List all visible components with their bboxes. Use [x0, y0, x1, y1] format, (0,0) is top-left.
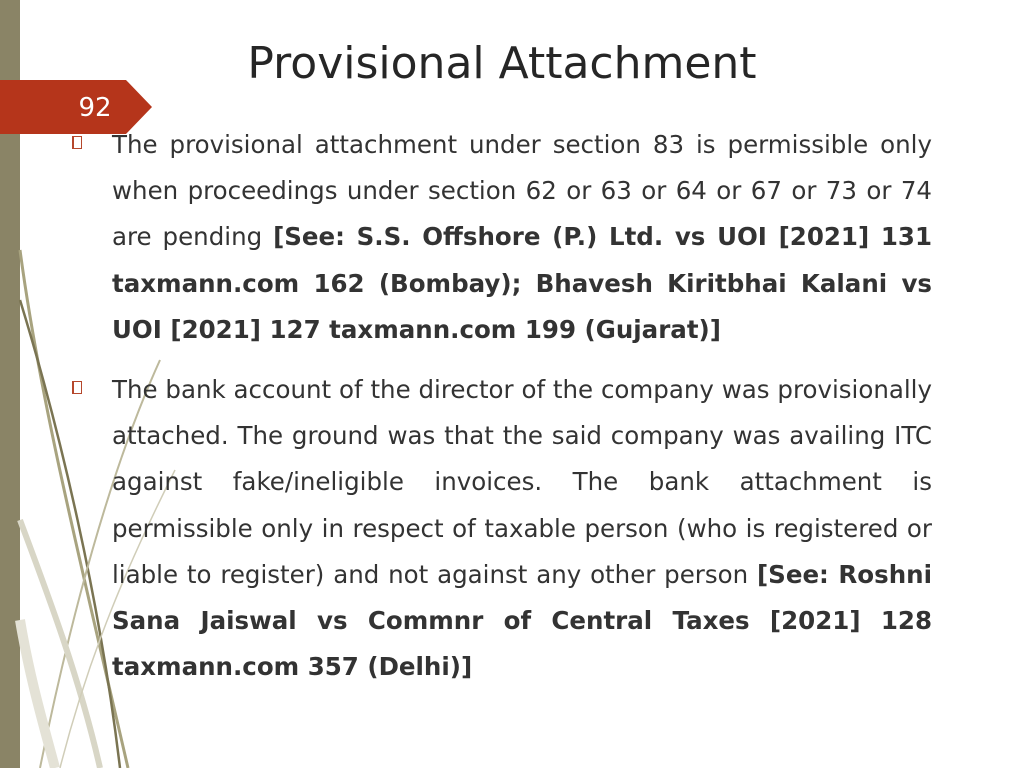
bullet-citation: [See: Roshni Sana Jaiswal vs Commnr of Central Taxes [2021] 128 taxmann.com 357 (Delhi)] [112, 559, 932, 682]
page-number: 92 [78, 93, 112, 123]
bullet-text: The provisional attachment under section 83 is permissible only when proceedings under section 62 or 63 or 64 or 67 or 73 or 74 are pending [112, 130, 932, 252]
bullet-marker-icon [72, 381, 82, 394]
bullet-marker-icon [72, 136, 82, 149]
slide-title: Provisional Attachment [247, 38, 757, 89]
bullet-text: The bank account of the director of the company was provisionally attached. The ground was that the said company was availing ITC against fake/ineligible invoices. The bank attachment is permissible only in respect of taxable person (who is registered or liable to register) and not against any other person [112, 375, 932, 589]
bullet-citation: [See: S.S. Offshore (P.) Ltd. vs UOI [2021] 131 taxmann.com 162 (Bombay); Bhavesh Kiritbhai Kalani vs UOI [2021] 127 taxmann.com 199 (Gujarat)] [112, 222, 932, 344]
bullet-item [112, 122, 932, 353]
bullet-item [112, 367, 932, 690]
bullet-list [112, 122, 932, 690]
